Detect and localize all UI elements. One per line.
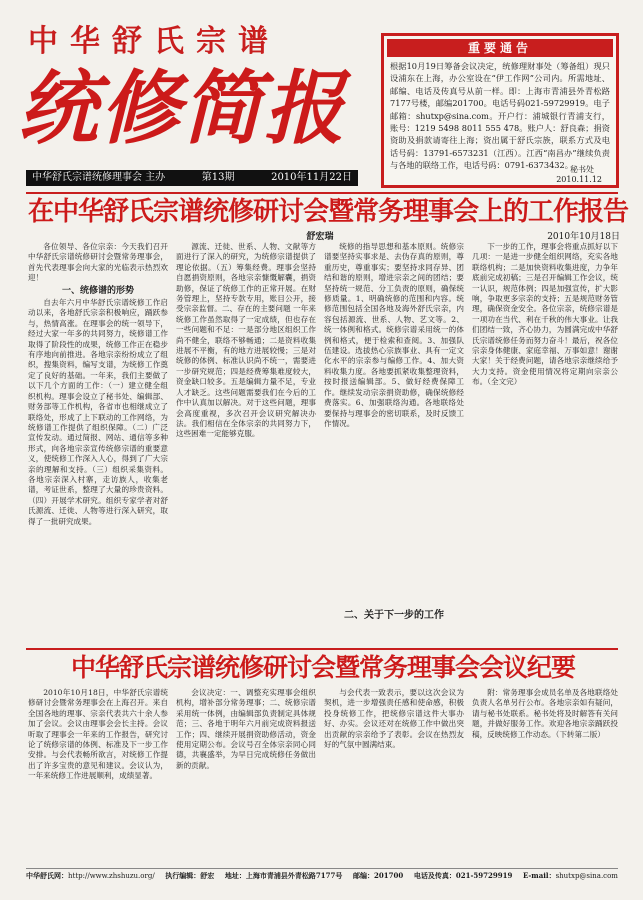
article1-byline: 舒宏瑞	[306, 232, 334, 242]
email-link[interactable]: shutxp@sina.com	[555, 872, 618, 880]
article2-headline: 中华舒氏宗谱统修研讨会暨常务理事会会议纪要	[70, 653, 575, 682]
article2-column-1	[28, 688, 168, 864]
article2-col3-text: 与会代表一致表示，要以这次会议为契机，进一步增强责任感和使命感，积极投身统修工作，把统修宗谱这件大事办好、办实。会议还对在统修工作中做出突出贡献的宗亲给予了表彰。会议在热烈友好的气氛中圆满结束。	[324, 688, 464, 750]
notice-title: 重要通告	[387, 39, 613, 57]
masthead-title: 统修简报	[18, 61, 346, 155]
footer-phone: 电话及传真：021-59729919	[413, 871, 513, 880]
notice-body: 根据10月19日筹备会议决定，统修理财事处（筹备组）现只设浦东在上海，办公室设在“伊工作网”公司内。所需地址、邮编、电话及传真号从前一样。即：上海市青浦县外青松路7177号楼，邮编201700。电话号码021-59729919。电子邮箱：shutxp@sina.com。开户行：浦城银行青浦支行，账号：1219 5498 8011 555 478。账户人：舒良森；捐资资助及捐款请寄往上海；资出属于舒氏宗族，联系方式及电话号码：13791-6573231（江西）。江西“南昌办”继续负责与各地的联络工作，电话号码：0791-6373432。	[390, 61, 610, 171]
article2-column-4	[472, 688, 618, 864]
article1-intro: 各位领导、各位宗亲：今天我们召开中华舒氏宗谱统修研讨会暨常务理事会，首先代表理事会向大家的光临表示热烈欢迎！	[28, 242, 168, 283]
notice-signature: 秘书处	[570, 165, 594, 174]
page-footer	[26, 868, 618, 883]
article1-col2-text: 源流、迁徙、世系、人物、文献等方面进行了深入的研究，为统修宗谱提供了理论依据。（五）筹集经费。理事会坚持自愿捐资原则，各地宗亲慷慨解囊，捐资助修，保证了统修工作的正常开展。在财务管理上，坚持专款专用，账目公开，接受宗亲监督。二、存在的主要问题 一年来统修工作虽然取得了一定成绩，但也存在一些问题和不足：一是部分地区组织工作尚不健全，联络不够畅通；二是资料收集进展不平衡，有的地方进展较慢；三是对统修的体例、标准认识尚不统一，需要进一步研究规范；四是经费筹集难度较大，资金缺口较多。五是编辑力量不足，专业人才缺乏。这些问题需要我们在今后的工作中认真加以解决。对于这些问题，理事会高度重视，多次召开会议研究解决办法。我们相信在全体宗亲的共同努力下，这些困难一定能够克服。	[176, 242, 316, 439]
article2-column-2	[176, 688, 316, 864]
divider	[26, 192, 618, 194]
article2-col1-text: 2010年10月18日，中华舒氏宗谱统修研讨会暨常务理事会在上海召开。来自全国各地的理事、宗亲代表共六十余人参加了会议。会议由理事会会长主持。会议听取了理事会一年来的工作报告，研究讨论了统修宗谱的体例、标准及下一步工作安排。与会代表畅所欲言，对统修工作提出了许多宝贵的意见和建议。会议认为，一年来统修工作进展顺利，成绩显著。	[28, 688, 168, 781]
issue-number: 第13期	[201, 172, 235, 183]
website-link[interactable]: http://www.zhshuzu.org/	[68, 872, 155, 880]
article1-headline: 在中华舒氏宗谱统修研讨会暨常务理事会上的工作报告	[28, 197, 629, 227]
footer-zip: 邮编：201700	[353, 871, 404, 880]
article1-column-4	[472, 242, 618, 642]
article1-section-2-title: 二、关于下一步的工作	[344, 610, 444, 621]
article2-col2-text: 会议决定：一、调整充实理事会组织机构，增补部分常务理事；二、统修宗谱采用统一体例，由编辑部负责制定具体规范；三、各地于明年六月前完成资料报送工作；四、继续开展捐资助修活动，资金使用定期公布。会议号召全体宗亲同心同德，共襄盛举，为早日完成统修任务做出新的贡献。	[176, 688, 316, 770]
important-notice-box	[381, 33, 619, 188]
divider	[26, 648, 618, 650]
article1-col3-text: 统修的指导思想和基本原则。统修宗谱要坚持实事求是、去伪存真的原则，尊重历史，尊重事实；要坚持求同存异、团结和谐的原则，增进宗亲之间的团结；要坚持统一规范、分工负责的原则，确保统修质量。1、明确统修的范围和内容。统修范围包括全国各地及海外舒氏宗亲，内容包括源流、世系、人物、艺文等。2、统一体例和格式。统修宗谱采用统一的体例和格式，便于检索和查阅。3、加强队伍建设。选拔热心宗族事业、具有一定文化水平的宗亲参与编修工作。4、加大资料收集力度。各地要抓紧收集整理资料，按时报送编辑部。5、做好经费保障工作。继续发动宗亲捐资助修，确保统修经费落实。6、加强联络沟通。各地联络处要保持与理事会的密切联系，及时反馈工作情况。	[324, 242, 464, 428]
article1-section-1-title: 一、统修谱的形势	[61, 285, 134, 296]
publisher: 中华舒氏宗谱统修理事会 主办	[32, 172, 166, 183]
footer-email: E-mail：shutxp@sina.com	[522, 871, 618, 880]
article2-col4-text: 附：常务理事会成员名单及各地联络处负责人名单另行公布。各地宗亲如有疑问，请与秘书处联系。秘书处将及时解答有关问题，并做好服务工作。欢迎各地宗亲踊跃投稿，反映统修工作动态。（下转第二版）	[472, 688, 618, 739]
article1-col4-text: 下一步的工作，理事会将重点抓好以下几项：一是进一步健全组织网络，充实各地联络机构；二是加快资料收集进度，力争年底前完成初稿；三是召开编辑工作会议，统一认识，规范体例；四是加强宣传，扩大影响，争取更多宗亲的支持；五是规范财务管理，确保资金安全。各位宗亲，统修宗谱是一项功在当代、利在千秋的伟大事业。让我们团结一致，齐心协力，为圆满完成中华舒氏宗谱统修任务而努力奋斗！最后，祝各位宗亲身体健康、家庭幸福、万事如意！谢谢大家！关于经费问题，请各地宗亲继续给予大力支持。资金使用情况将定期向宗亲公布。（全文完）	[472, 242, 618, 387]
article2-column-3	[324, 688, 464, 864]
article1-col1-text: 自去年六月中华舒氏宗谱统修工作启动以来，各地舒氏宗亲积极响应，踊跃参与，热情高涨。在理事会的统一领导下，经过大家一年多的共同努力，统修谱工作取得了阶段性的成果，统修工作正在稳步有序地向前推进。各地宗亲纷纷成立了组织，搜集资料，编写支谱，为统修工作奠定了良好的基础。一年来，我们主要做了以下几个方面的工作：（一）建立健全组织机构。理事会设立了秘书处、编辑部、财务部等工作机构，各省市也相继成立了联络处，形成了上下联动的工作网络，为统修谱工作提供了组织保障。（二）广泛宣传发动。通过简报、网站、通信等多种形式，向各地宗亲宣传统修宗谱的重要意义，使统修工作深入人心，得到了广大宗亲的理解和支持。（三）组织采集资料。各地宗亲深入村寨，走访族人，收集老谱，考证世系，整理了大量的珍贵资料。（四）开展学术研究。组织专家学者对舒氏源流、迁徙、人物等进行深入研究，取得了一批研究成果。	[28, 298, 168, 526]
article1-column-2	[176, 242, 316, 642]
footer-website: 中华舒氏网：http://www.zhshuzu.org/	[26, 871, 155, 880]
footer-address: 地址：上海市青浦县外青松路7177号	[224, 871, 343, 880]
footer-editor: 执行编辑：舒宏	[165, 871, 215, 880]
issue-date: 2010年11月22日	[271, 172, 352, 183]
notice-date: 2010.11.12	[556, 175, 602, 184]
article1-dateline: 2010年10月18日	[547, 232, 620, 242]
masthead-top-title: 中华舒氏宗谱	[28, 24, 280, 59]
article1-column-1	[28, 242, 168, 642]
masthead-info-bar	[26, 170, 358, 186]
article1-column-3	[324, 242, 464, 602]
